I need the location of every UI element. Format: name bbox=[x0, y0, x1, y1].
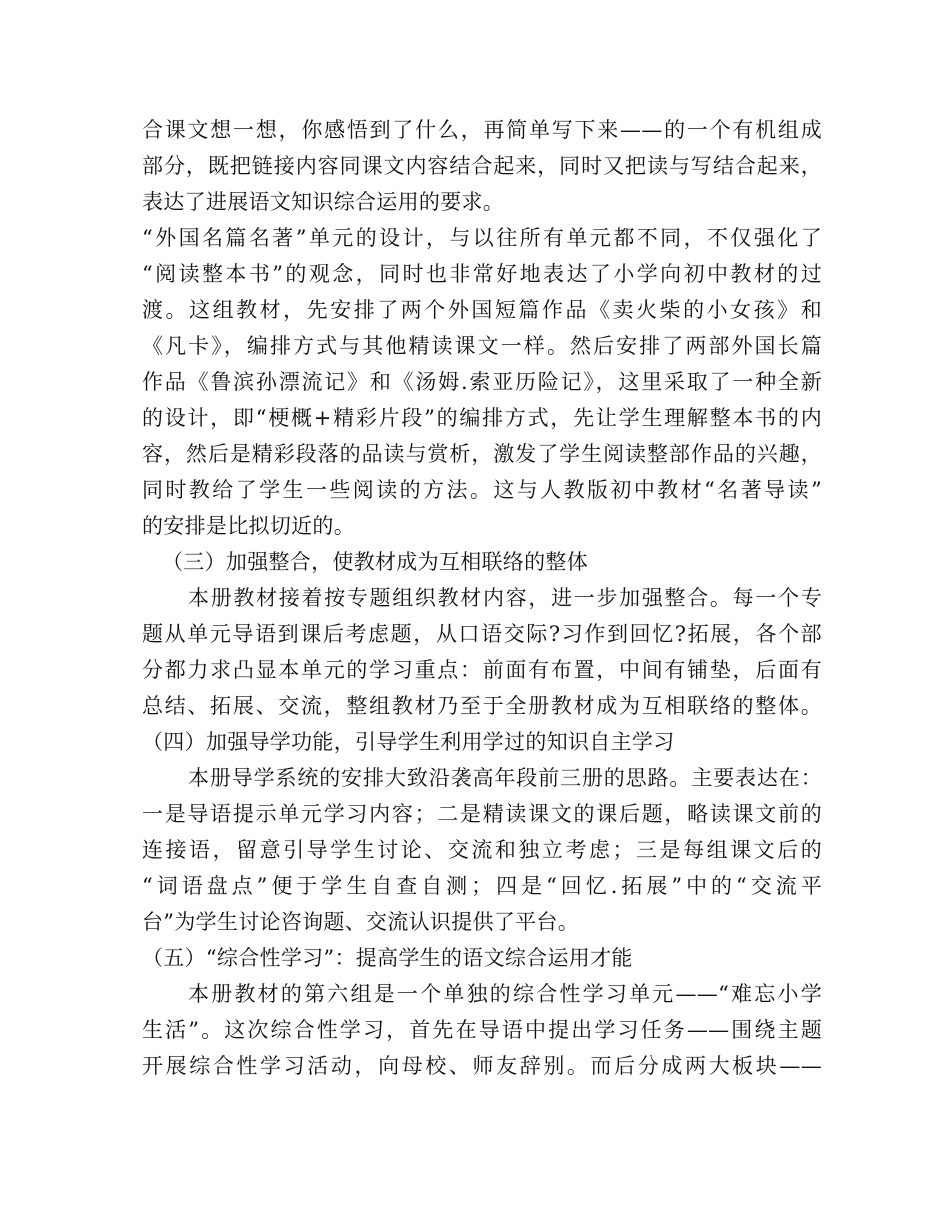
text-line: 本册导学系统的安排大致沿袭高年段前三册的思路。主要表达在： bbox=[188, 766, 822, 790]
text-line: 总结、拓展、交流，整组教材乃至于全册教材成为互相联络的整体。 bbox=[142, 694, 822, 718]
text-line: 合课文想一想，你感悟到了什么，再简单写下来——的一个有机组成 bbox=[142, 118, 822, 142]
text-line: 部分，既把链接内容同课文内容结合起来，同时又把读与写结合起来， bbox=[142, 154, 822, 178]
text-line: 表达了进展语文知识综合运用的要求。 bbox=[142, 190, 505, 214]
text-line: 一是导语提示单元学习内容；二是精读课文的课后题，略读课文前的 bbox=[142, 802, 822, 826]
text-line: 作品《鲁滨孙漂流记》和《汤姆.索亚历险记》，这里采取了一种全新 bbox=[142, 370, 822, 394]
text-line: 本册教材接着按专题组织教材内容，进一步加强整合。每一个专 bbox=[188, 586, 822, 610]
text-line: 生活”。这次综合性学习，首先在导语中提出学习任务——围绕主题 bbox=[142, 1018, 822, 1042]
section-heading: （四）加强导学功能，引导学生利用学过的知识自主学习 bbox=[142, 730, 675, 754]
text-line: 本册教材的第六组是一个单独的综合性学习单元——“难忘小学 bbox=[188, 982, 822, 1006]
text-line: “词语盘点”便于学生自查自测；四是“回忆.拓展”中的“交流平 bbox=[142, 874, 822, 898]
text-line: “外国名篇名著”单元的设计，与以往所有单元都不同，不仅强化了 bbox=[142, 226, 822, 250]
text-line: 《凡卡》，编排方式与其他精读课文一样。然后安排了两部外国长篇 bbox=[142, 334, 822, 358]
text-line: 的安排是比拟切近的。 bbox=[142, 514, 355, 538]
text-line: “阅读整本书”的观念，同时也非常好地表达了小学向初中教材的过 bbox=[142, 262, 822, 286]
text-line: 台”为学生讨论咨询题、交流认识提供了平台。 bbox=[142, 910, 580, 934]
text-line: 容，然后是精彩段落的品读与赏析，激发了学生阅读整部作品的兴趣， bbox=[142, 442, 822, 466]
section-heading: （三）加强整合，使教材成为互相联络的整体 bbox=[162, 550, 588, 574]
text-line: 连接语，留意引导学生讨论、交流和独立考虑；三是每组课文后的 bbox=[142, 838, 822, 862]
text-line: 同时教给了学生一些阅读的方法。这与人教版初中教材“名著导读” bbox=[142, 478, 822, 502]
text-line: 渡。这组教材，先安排了两个外国短篇作品《卖火柴的小女孩》和 bbox=[142, 298, 822, 322]
text-line: 分都力求凸显本单元的学习重点：前面有布置，中间有铺垫，后面有 bbox=[142, 658, 822, 682]
text-line: 题从单元导语到课后考虑题，从口语交际?习作到回忆?拓展，各个部 bbox=[142, 622, 822, 646]
text-line: 开展综合性学习活动，向母校、师友辞别。而后分成两大板块—— bbox=[142, 1054, 822, 1078]
text-line: 的设计，即“梗概+精彩片段”的编排方式，先让学生理解整本书的内 bbox=[142, 406, 822, 430]
section-heading: （五）“综合性学习”：提高学生的语文综合运用才能 bbox=[142, 946, 633, 970]
